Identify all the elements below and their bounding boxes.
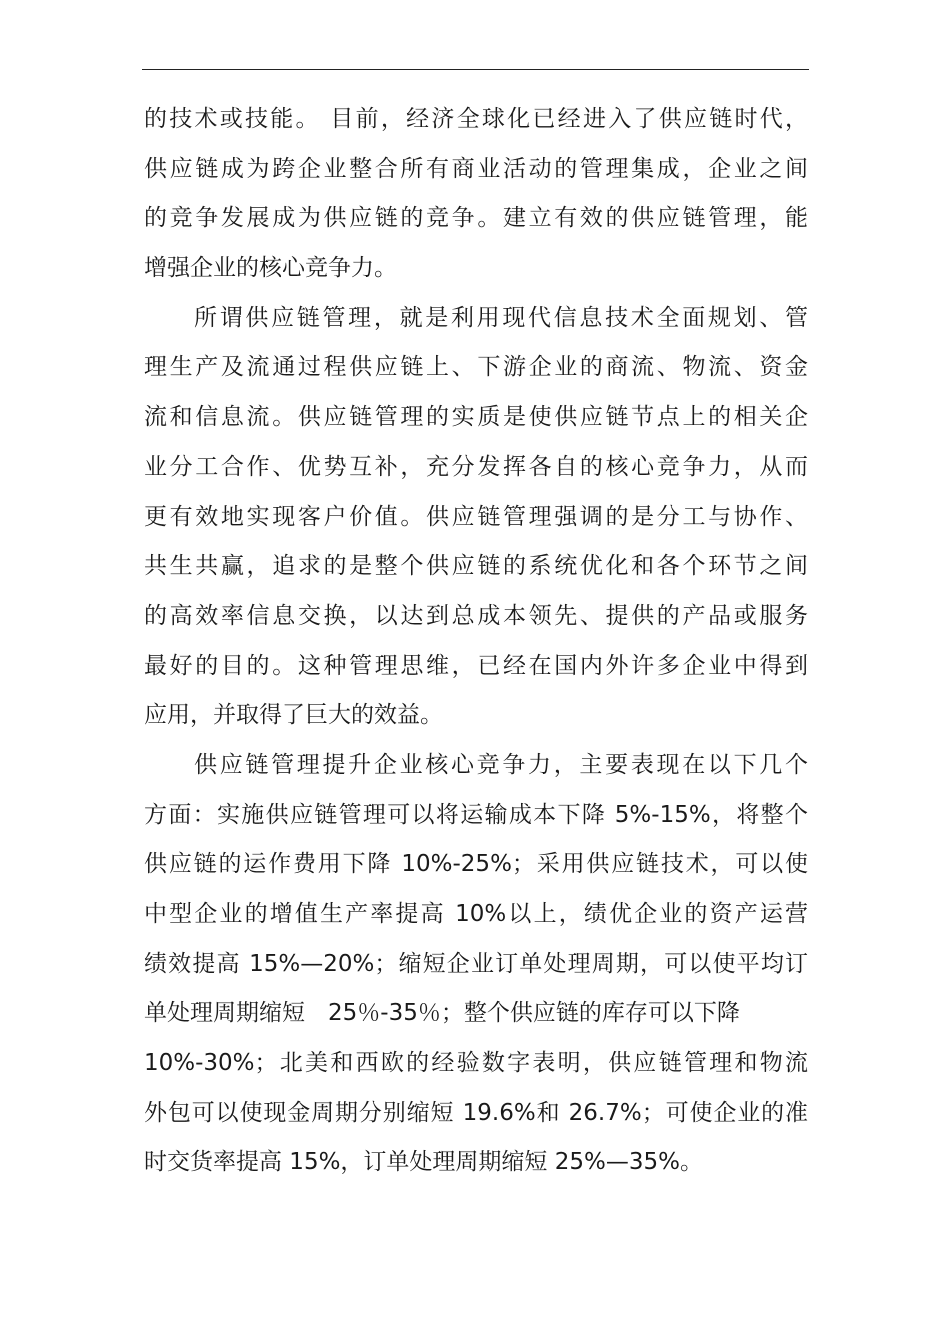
text-line: 更有效地实现客户价值。供应链管理强调的是分工与协作、	[144, 503, 808, 530]
text-line: 的高效率信息交换，以达到总成本领先、提供的产品或服务	[144, 602, 808, 629]
body-text	[144, 95, 808, 1188]
text-line: 供应链管理提升企业核心竞争力，主要表现在以下几个	[194, 751, 808, 778]
text-line: 10%-30%；北美和西欧的经验数字表明，供应链管理和物流	[144, 1050, 808, 1077]
text-line: 供应链成为跨企业整合所有商业活动的管理集成，企业之间	[144, 155, 808, 182]
text-line: 的竞争发展成为供应链的竞争。建立有效的供应链管理，能	[144, 205, 808, 232]
text-line: 中型企业的增值生产率提高 10%以上，绩优企业的资产运营	[144, 901, 808, 927]
text-line: 最好的目的。这种管理思维，已经在国内外许多企业中得到	[144, 652, 808, 679]
text-line: 业分工合作、优势互补，充分发挥各自的核心竞争力，从而	[144, 453, 808, 480]
text-line: 所谓供应链管理，就是利用现代信息技术全面规划、管	[194, 304, 808, 331]
text-line: 外包可以使现金周期分别缩短 19.6%和 26.7%；可使企业的准	[144, 1099, 808, 1126]
header-rule	[142, 69, 809, 70]
text-line: 共生共赢，追求的是整个供应链的系统优化和各个环节之间	[144, 553, 808, 580]
text-line: 单处理周期缩短 25％-35％；整个供应链的库存可以下降	[144, 1000, 740, 1027]
text-line: 流和信息流。供应链管理的实质是使供应链节点上的相关企	[144, 404, 808, 431]
paragraph-3	[144, 741, 808, 1188]
text-line: 应用，并取得了巨大的效益。	[144, 702, 443, 729]
text-line: 供应链的运作费用下降 10%-25%；采用供应链技术，可以使	[144, 851, 808, 878]
text-line: 的技术或技能。 目前，经济全球化已经进入了供应链时代，	[144, 106, 808, 132]
text-line: 时交货率提高 15%，订单处理周期缩短 25%—35%。	[144, 1149, 703, 1176]
paragraph-1	[144, 95, 808, 294]
paragraph-2	[144, 294, 808, 741]
text-line: 绩效提高 15%—20%；缩短企业订单处理周期，可以使平均订	[144, 950, 808, 977]
text-line: 理生产及流通过程供应链上、下游企业的商流、物流、资金	[144, 354, 808, 381]
text-line: 方面：实施供应链管理可以将运输成本下降 5%-15%，将整个	[144, 801, 808, 828]
text-line: 增强企业的核心竞争力。	[144, 255, 397, 282]
